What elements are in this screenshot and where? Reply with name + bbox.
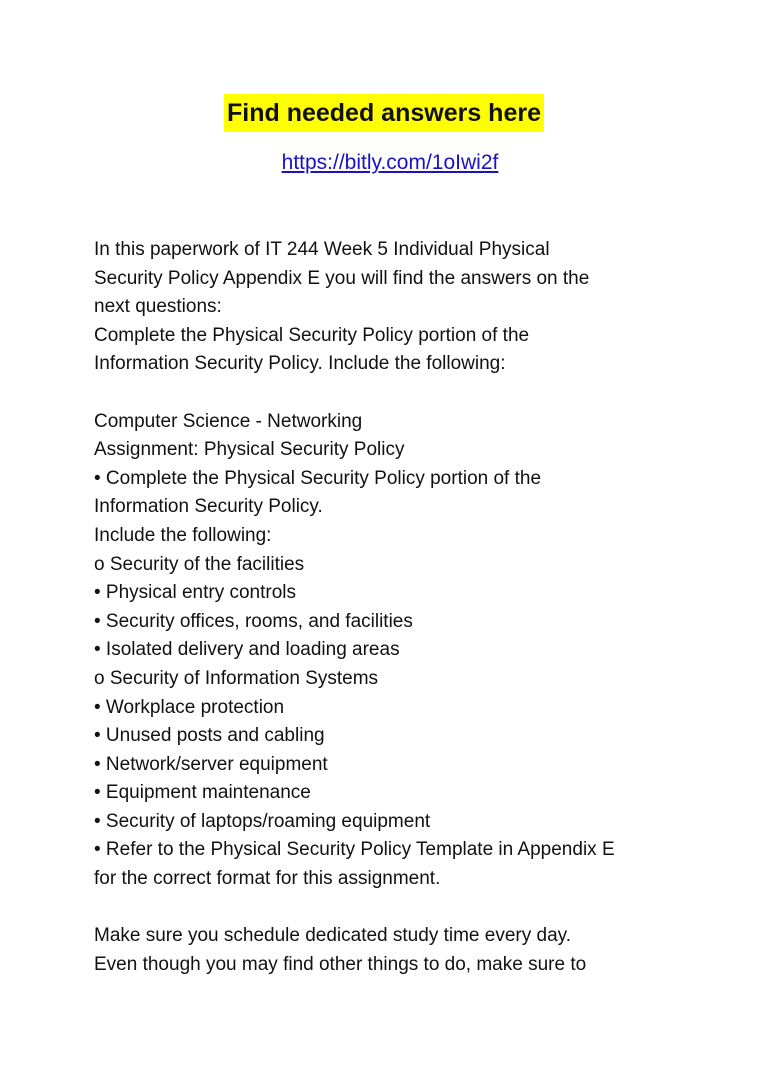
list-item: • Equipment maintenance	[94, 782, 311, 804]
text-line: Assignment: Physical Security Policy	[94, 439, 405, 461]
answers-link[interactable]: https://bitly.com/1oIwi2f	[281, 151, 499, 174]
paragraph-spacer	[94, 894, 734, 923]
paragraph-spacer	[94, 379, 734, 408]
list-item: • Security of laptops/roaming equipment	[94, 810, 431, 832]
text-line: Complete the Physical Security Policy portion of the	[94, 324, 530, 346]
text-line: Computer Science - Networking	[94, 410, 363, 432]
text-line: next questions:	[94, 296, 222, 318]
assignment-section	[94, 408, 734, 894]
page-title: Find needed answers here	[224, 94, 544, 132]
text-line: In this paperwork of IT 244 Week 5 Individual Physical	[94, 239, 550, 260]
text-line: Include the following:	[94, 524, 272, 546]
list-item: • Refer to the Physical Security Policy Template in Appendix E	[94, 839, 615, 861]
text-line: Information Security Policy.	[94, 496, 323, 518]
intro-paragraph	[94, 236, 734, 379]
list-item: • Security offices, rooms, and facilities	[94, 610, 413, 632]
list-item: • Network/server equipment	[94, 753, 328, 775]
text-line: for the correct format for this assignment.	[94, 868, 441, 890]
list-item: • Isolated delivery and loading areas	[94, 639, 400, 661]
list-item: • Workplace protection	[94, 696, 285, 718]
document-body	[94, 236, 734, 979]
list-item: • Unused posts and cabling	[94, 725, 325, 747]
closing-paragraph	[94, 922, 734, 979]
text-line: Information Security Policy. Include the following:	[94, 353, 506, 375]
heading-container	[0, 94, 768, 132]
list-item: o Security of the facilities	[94, 553, 305, 575]
text-line: Make sure you schedule dedicated study time every day.	[94, 925, 572, 947]
text-line: Even though you may find other things to do, make sure to	[94, 953, 587, 975]
link-container	[0, 148, 768, 178]
list-item: • Complete the Physical Security Policy portion of the	[94, 467, 542, 489]
list-item: • Physical entry controls	[94, 582, 297, 604]
text-line: Security Policy Appendix E you will find the answers on the	[94, 267, 590, 289]
list-item: o Security of Information Systems	[94, 667, 379, 689]
